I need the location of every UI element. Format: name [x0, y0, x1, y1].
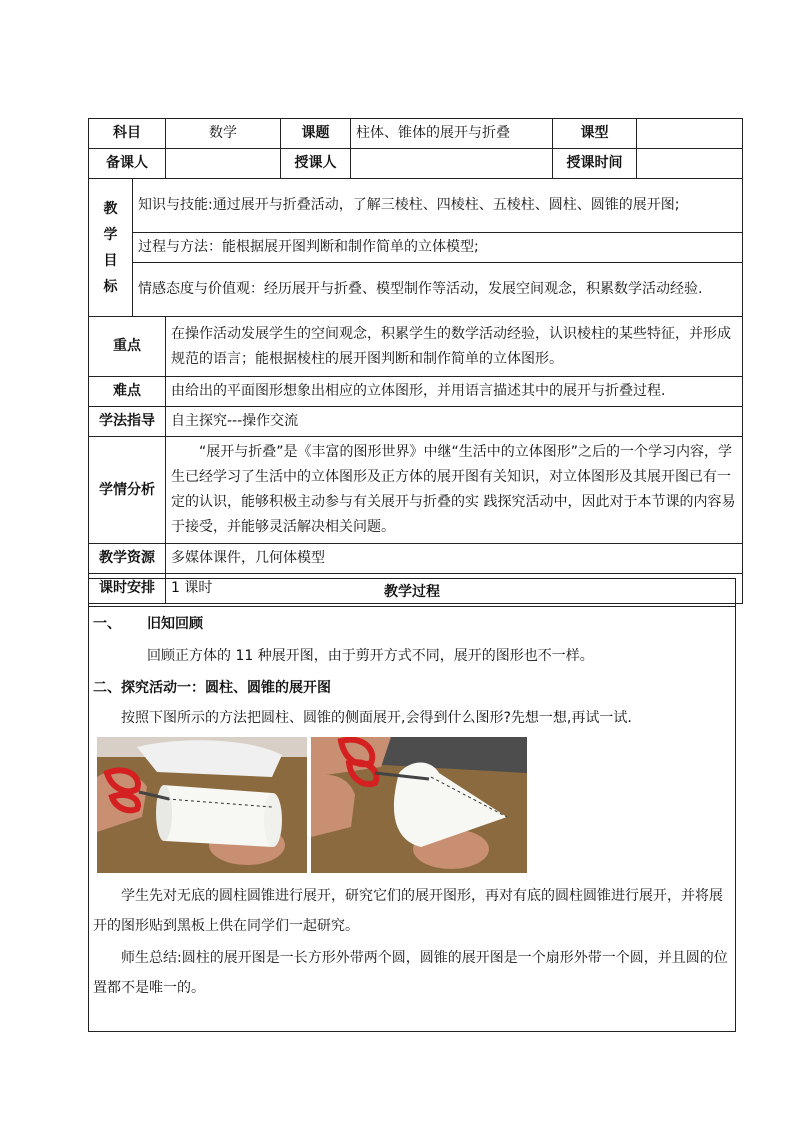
process-title: 教学过程	[89, 579, 735, 607]
prep-value	[166, 149, 281, 179]
teacher-value	[351, 149, 553, 179]
time-value	[637, 149, 743, 179]
type-label: 课型	[553, 119, 637, 149]
resource-label: 教学资源	[89, 544, 166, 574]
time-label: 授课时间	[553, 149, 637, 179]
paragraph-summary: 师生总结:圆柱的展开图是一长方形外带两个圆，圆锥的展开图是一个扇形外带一个圆，并且圆的位置都不是唯一的。	[93, 950, 728, 996]
subject-label: 科目	[89, 119, 166, 149]
difficulty-label: 难点	[89, 377, 166, 407]
subject-value: 数学	[166, 119, 281, 149]
cylinder-cutting-photo	[97, 737, 307, 873]
method-label: 学法指导	[89, 407, 166, 437]
resource-value: 多媒体课件，几何体模型	[166, 544, 743, 574]
section1-number: 一、	[93, 616, 121, 632]
key-label: 重点	[89, 317, 166, 377]
key-value: 在操作活动发展学生的空间观念，积累学生的数学活动经验，认识棱柱的某些特征，并形成规范的语言；能根据棱柱的展开图判断和制作简单的立体图形。	[166, 317, 743, 377]
lesson-plan-table	[88, 118, 743, 604]
section1-text: 回顾正方体的 11 种展开图，由于剪开方式不同，展开的图形也不一样。	[147, 648, 594, 664]
analysis-value: “展开与折叠”是《丰富的图形世界》中继“生活中的立体图形”之后的一个学习内容，学生已经学习了生活中的立体图形及正方体的展开图有关知识，对立体图形及其展开图已有一定的认识，能够积极主动参与有关展开与折叠的实 践探究活动中，因此对于本节课的内容易于接受，并能够灵活解决相关问题。	[166, 437, 743, 544]
topic-label: 课题	[281, 119, 351, 149]
goals-label: 教学目标	[89, 179, 133, 317]
type-value	[637, 119, 743, 149]
schedule-value: 1 课时	[166, 574, 743, 604]
paragraph-student-activity: 学生先对无底的圆柱圆锥进行展开，研究它们的展开图形，再对有底的圆柱圆锥进行展开，并将展开的图形贴到黑板上供在同学们一起研究。	[93, 888, 723, 934]
topic-value: 柱体、锥体的展开与折叠	[351, 119, 553, 149]
teacher-label: 授课人	[281, 149, 351, 179]
difficulty-value: 由给出的平面图形想象出相应的立体图形，并用语言描述其中的展开与折叠过程.	[166, 377, 743, 407]
cone-cutting-photo	[311, 737, 527, 873]
analysis-label: 学情分析	[89, 437, 166, 544]
prep-label: 备课人	[89, 149, 166, 179]
section2-title: 二、探究活动一：圆柱、圆锥的展开图	[93, 680, 331, 696]
section1-title: 旧知回顾	[147, 616, 203, 632]
goal-process: 过程与方法：能根据展开图判断和制作简单的立体模型;	[133, 233, 743, 263]
goal-attitude: 情感态度与价值观：经历展开与折叠、模型制作等活动，发展空间观念，积累数学活动经验.	[133, 263, 743, 317]
schedule-label: 课时安排	[89, 574, 166, 604]
goal-knowledge: 知识与技能:通过展开与折叠活动，了解三棱柱、四棱柱、五棱柱、圆柱、圆锥的展开图;	[133, 179, 743, 233]
teaching-process-box	[88, 578, 736, 1032]
section2-text: 按照下图所示的方法把圆柱、圆锥的侧面展开,会得到什么图形?先想一想,再试一试.	[121, 710, 632, 726]
method-value: 自主探究---操作交流	[166, 407, 743, 437]
